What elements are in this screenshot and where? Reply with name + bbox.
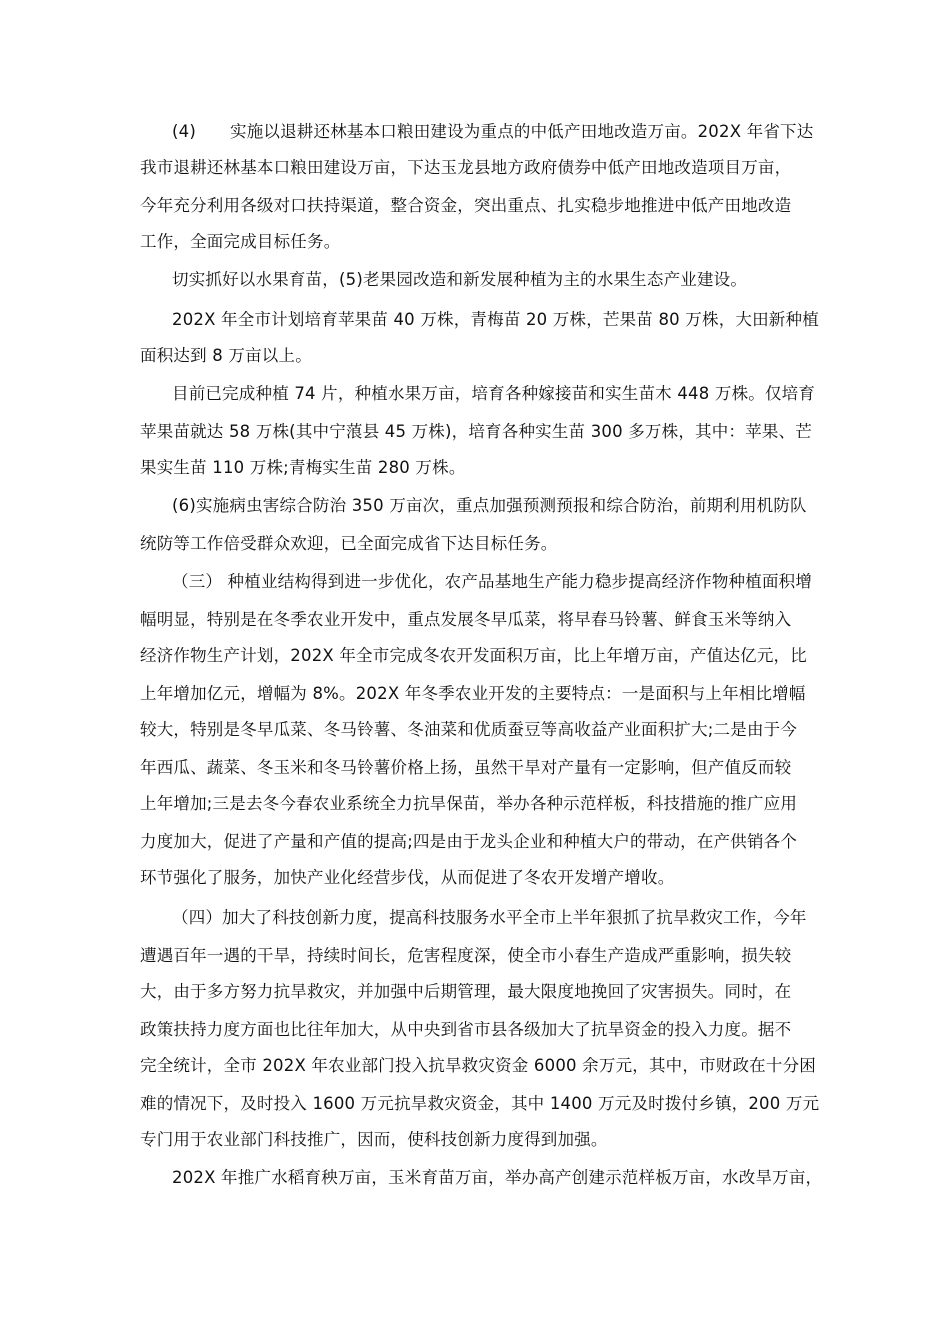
paragraph-5-line-2: 统防等工作倍受群众欢迎，已全面完成省下达目标任务。 [140, 534, 558, 553]
paragraph-7-line-3: 大，由于多方努力抗旱救灾，并加强中后期管理，最大限度地挽回了灾害损失。同时，在 [140, 982, 792, 1001]
paragraph-1-line-2: 我市退耕还林基本口粮田建设万亩，下达玉龙县地方政府债券中低产田地改造项目万亩， [140, 158, 792, 177]
paragraph-4-line-3: 果实生苗 110 万株;青梅实生苗 280 万株。 [140, 458, 466, 477]
paragraph-1-line-4: 工作，全面完成目标任务。 [140, 232, 341, 251]
paragraph-7-line-6: 难的情况下，及时投入 1600 万元抗旱救灾资金，其中 1400 万元及时拨付乡镇，200 万元 [140, 1094, 820, 1113]
text-line: 实施以退耕还林基本口粮田建设为重点的中低产田地改造万亩。202X 年省下达 [230, 122, 814, 141]
paragraph-3-line-1: 202X 年全市计划培育苹果苗 40 万株，青梅苗 20 万株，芒果苗 80 万株，大田新种植 [172, 310, 819, 329]
paragraph-4-line-2: 苹果苗就达 58 万株(其中宁蒗县 45 万株)，培育各种实生苗 300 多万株，其中：苹果、芒 [140, 422, 812, 441]
paragraph-2-line-1: 切实抓好以水果育苗，(5)老果园改造和新发展种植为主的水果生态产业建设。 [172, 270, 748, 289]
paragraph-6-line-5: 较大，特别是冬早瓜菜、冬马铃薯、冬油菜和优质蚕豆等高收益产业面积扩大;二是由于今 [140, 720, 798, 739]
paragraph-7-line-1: （四）加大了科技创新力度，提高科技服务水平全市上半年狠抓了抗旱救灾工作，今年 [172, 908, 807, 927]
paragraph-1-line-3: 今年充分利用各级对口扶持渠道，整合资金，突出重点、扎实稳步地推进中低产田地改造 [140, 196, 792, 215]
item-number: (4) [172, 122, 196, 141]
paragraph-7-line-2: 遭遇百年一遇的干旱，持续时间长，危害程度深，使全市小春生产造成严重影响，损失较 [140, 946, 792, 965]
paragraph-7-line-4: 政策扶持力度方面也比往年加大，从中央到省市县各级加大了抗旱资金的投入力度。据不 [140, 1020, 792, 1039]
paragraph-3-line-2: 面积达到 8 万亩以上。 [140, 346, 312, 365]
paragraph-6-line-8: 力度加大，促进了产量和产值的提高;四是由于龙头企业和种植大户的带动，在产供销各个 [140, 832, 798, 851]
paragraph-6-line-9: 环节强化了服务，加快产业化经营步伐，从而促进了冬农开发增产增收。 [140, 868, 675, 887]
paragraph-4-line-1: 目前已完成种植 74 片，种植水果万亩，培育各种嫁接苗和实生苗木 448 万株。仅培育 [172, 384, 816, 403]
paragraph-6-line-6: 年西瓜、蔬菜、冬玉米和冬马铃薯价格上扬，虽然干旱对产量有一定影响，但产值反而较 [140, 758, 792, 777]
paragraph-6-line-4: 上年增加亿元，增幅为 8%。202X 年冬季农业开发的主要特点：一是面积与上年相比增幅 [140, 684, 806, 703]
paragraph-6-line-3: 经济作物生产计划，202X 年全市完成冬农开发面积万亩，比上年增万亩，产值达亿元，比 [140, 646, 807, 665]
paragraph-1-line-1 [172, 120, 862, 144]
paragraph-6-line-7: 上年增加;三是去冬今春农业系统全力抗旱保苗，举办各种示范样板，科技措施的推广应用 [140, 794, 798, 813]
paragraph-6-line-2: 幅明显，特别是在冬季农业开发中，重点发展冬早瓜菜，将早春马铃薯、鲜食玉米等纳入 [140, 610, 792, 629]
paragraph-7-line-7: 专门用于农业部门科技推广，因而，使科技创新力度得到加强。 [140, 1130, 608, 1149]
paragraph-6-line-1: （三） 种植业结构得到进一步优化，农产品基地生产能力稳步提高经济作物种植面积增 [172, 572, 813, 591]
paragraph-8-line-1: 202X 年推广水稻育秧万亩，玉米育苗万亩，举办高产创建示范样板万亩，水改旱万亩， [172, 1168, 823, 1187]
paragraph-7-line-5: 完全统计，全市 202X 年农业部门投入抗旱救灾资金 6000 余万元，其中，市财政在十分困 [140, 1056, 816, 1075]
paragraph-5-line-1: (6)实施病虫害综合防治 350 万亩次，重点加强预测预报和综合防治，前期利用机防队 [172, 496, 807, 515]
